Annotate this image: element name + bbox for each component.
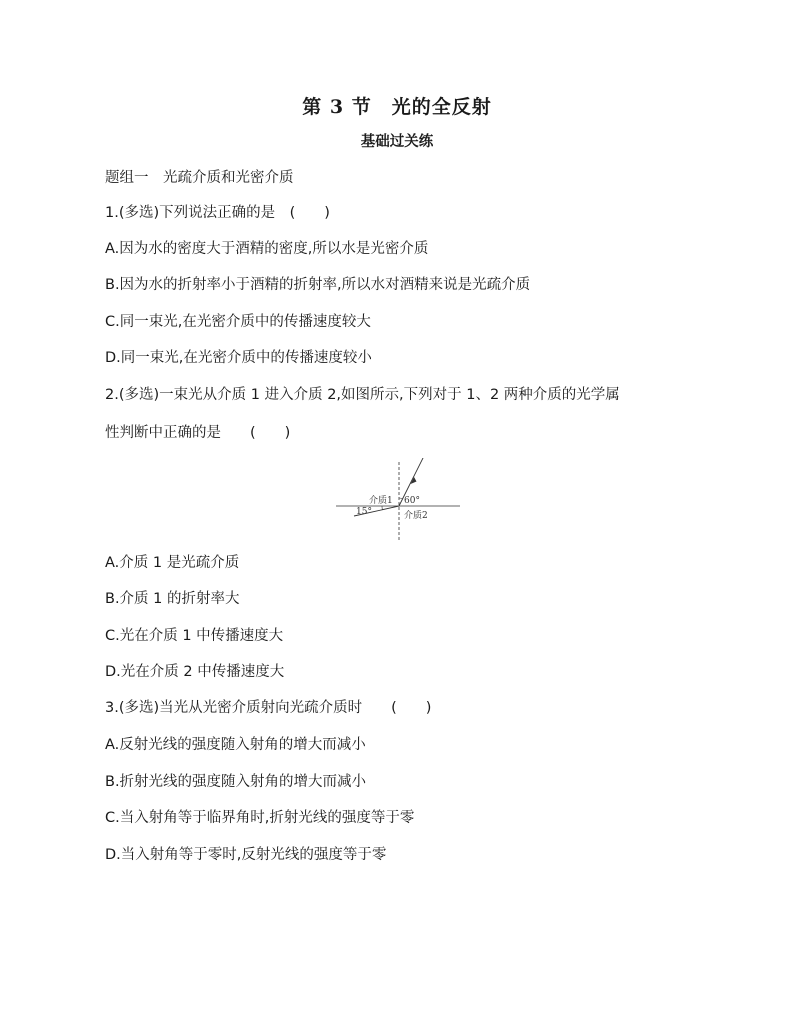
question-3-option-d: D.当入射角等于零时,反射光线的强度等于零 <box>105 847 387 863</box>
question-3-option-a: A.反射光线的强度随入射角的增大而减小 <box>105 737 366 753</box>
question-2-stem-line-1: 2.(多选)一束光从介质 1 进入介质 2,如图所示,下列对于 1、2 两种介质的光学属 <box>105 387 620 403</box>
angle-60-label: 60° <box>404 496 420 506</box>
question-2-option-b: B.介质 1 的折射率大 <box>105 591 240 607</box>
page-subtitle: 基础过关练 <box>360 133 434 150</box>
medium-2-label: 介质2 <box>404 511 428 521</box>
question-2-option-a: A.介质 1 是光疏介质 <box>105 555 240 571</box>
question-3-option-b: B.折射光线的强度随入射角的增大而减小 <box>105 774 367 790</box>
section-heading: 题组一 光疏介质和光密介质 <box>105 170 294 186</box>
question-3-option-c: C.当入射角等于临界角时,折射光线的强度等于零 <box>105 810 415 826</box>
question-2-option-c: C.光在介质 1 中传播速度大 <box>105 628 284 644</box>
question-1-stem: 1.(多选)下列说法正确的是 ( ) <box>105 205 330 221</box>
page-title: 第 3 节 光的全反射 <box>302 96 492 118</box>
question-1-option-c: C.同一束光,在光密介质中的传播速度较大 <box>105 314 371 330</box>
question-2-stem-line-2: 性判断中正确的是 ( ) <box>105 425 291 441</box>
question-2-option-d: D.光在介质 2 中传播速度大 <box>105 664 285 680</box>
question-1-option-a: A.因为水的密度大于酒精的密度,所以水是光密介质 <box>105 241 429 257</box>
refraction-figure <box>334 458 464 546</box>
medium-1-label: 介质1 <box>369 496 393 506</box>
angle-15-label: 15° <box>356 507 372 517</box>
question-1-option-d: D.同一束光,在光密介质中的传播速度较小 <box>105 350 372 366</box>
question-1-option-b: B.因为水的折射率小于酒精的折射率,所以水对酒精来说是光疏介质 <box>105 277 531 293</box>
angle-arc-top <box>399 498 403 499</box>
question-3-stem: 3.(多选)当光从光密介质射向光疏介质时 ( ) <box>105 700 432 716</box>
